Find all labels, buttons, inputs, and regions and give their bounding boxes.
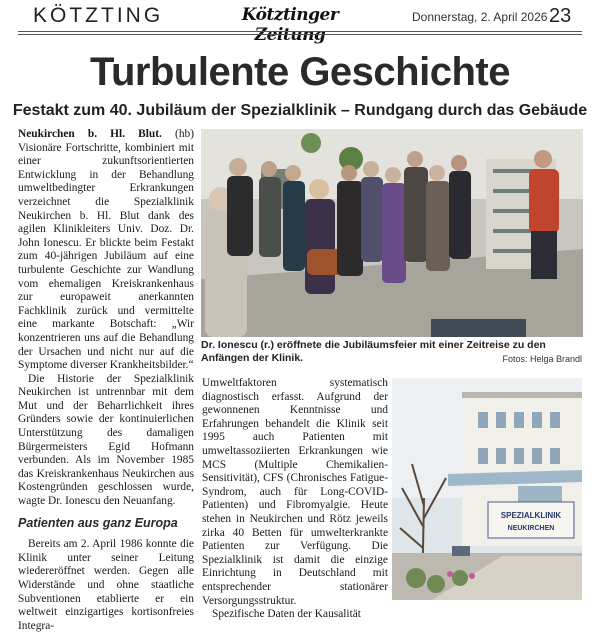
photo-festakt bbox=[201, 129, 583, 337]
photo-clinic-building bbox=[392, 378, 582, 600]
newspaper-masthead: Kötztinger Zeitung bbox=[241, 5, 339, 45]
clinic-sign-line1: SPEZIALKLINIK bbox=[500, 511, 562, 520]
paragraph-3: Bereits am 2. April 1986 konnte die Klinik unter seiner Leitung wiedereröffnet werden. Gegen alle Widerstände und ohne staatliche Subventionen etablierte er ein weltweit einzigartiges kortisonfreies Integra- bbox=[18, 538, 194, 632]
text-column-1 bbox=[18, 128, 194, 633]
article-headline: Turbulente Geschichte bbox=[90, 50, 510, 94]
page-header bbox=[0, 0, 600, 45]
text-column-2 bbox=[202, 377, 388, 622]
photo-credit: Fotos: Helga Brandl bbox=[502, 354, 582, 364]
section-title: KÖTZTING bbox=[33, 4, 164, 27]
photo-caption: Dr. Ionescu (r.) eröffnete die Jubiläumsfeier mit einer Zeitreise zu den Anfängen der Klinik. bbox=[201, 339, 546, 364]
paragraph-2: Die Historie der Spezialklinik Neukirchen ist untrennbar mit dem Mut und der Beharrlichkeit ihres Gründers sowie der kontinuierlichen Unterstützung des damaligen Bürgermeisters Egid Hofmann verbunden. Als im November 1985 das Kreiskrankenhaus Neukirchen aus Kostengründen geschlossen wurde, wagte Dr. Ionescu den Neuanfang. bbox=[18, 372, 194, 508]
header-rule-2 bbox=[18, 34, 582, 35]
paragraph-4: Umweltfaktoren systematisch diagnostisch erfasst. Aufgrund der gewonnenen Kenntnisse und Erfahrungen behandelt die Klinik seit 1995 auch Patienten mit umweltassoziierten Erkrankungen wie MCS (Multiple Chemikalien-Sensitivität), CFS (Chronisches Fatigue-Syndrom, auch für Long-COVID-Patienten) und Fibromyalgie. Heute stehen in Neukirchen und Rötz jeweils zirka 40 Betten für umwelterkrankte Patienten zur Verfügung. Die Spezialklinik ist damit die einzige Einrichtung in Deutschland mit entsprechender stationärer Versorgungsstruktur. bbox=[202, 377, 388, 607]
article-subheadline: Festakt zum 40. Jubiläum der Spezialklinik – Rundgang durch das Gebäude bbox=[12, 102, 588, 119]
paragraph-1 bbox=[18, 128, 194, 373]
issue-date: Donnerstag, 2. April 2026 bbox=[412, 10, 548, 24]
dateline: Neukirchen b. Hl. Blut. bbox=[18, 128, 162, 140]
clinic-sign-line2: NEUKIRCHEN bbox=[507, 525, 555, 532]
paragraph-1-text: (hb) Visionäre Fortschritte, kombiniert mit einer zukunftsorientierten Entwicklung in der Behandlung umweltbedingter Erkrankungen verzeichnet die Spezialklinik Neukirchen b. Hl. Blut dank des agilen Klinikleiters Univ. Doz. Dr. John Ionescu. Er blickte beim Festakt zum 40-jährigen Jubiläum auf eine turbulente Geschichte zur Wandlung vom ehemaligen Kreiskrankenhaus zur europaweit anerkannten Fachklinik zurück und vermittelte eine markante Botschaft: „Wir konzentrieren uns auf die Behandlung der Ursachen und nicht nur auf die Symptome diverser Krankheitsbilder.“ bbox=[18, 128, 195, 372]
paragraph-5: Spezifische Daten der Kausalität bbox=[212, 608, 361, 621]
header-rule bbox=[18, 31, 582, 32]
page-number: 23 bbox=[549, 5, 572, 27]
subheading: Patienten aus ganz Europa bbox=[18, 515, 178, 530]
